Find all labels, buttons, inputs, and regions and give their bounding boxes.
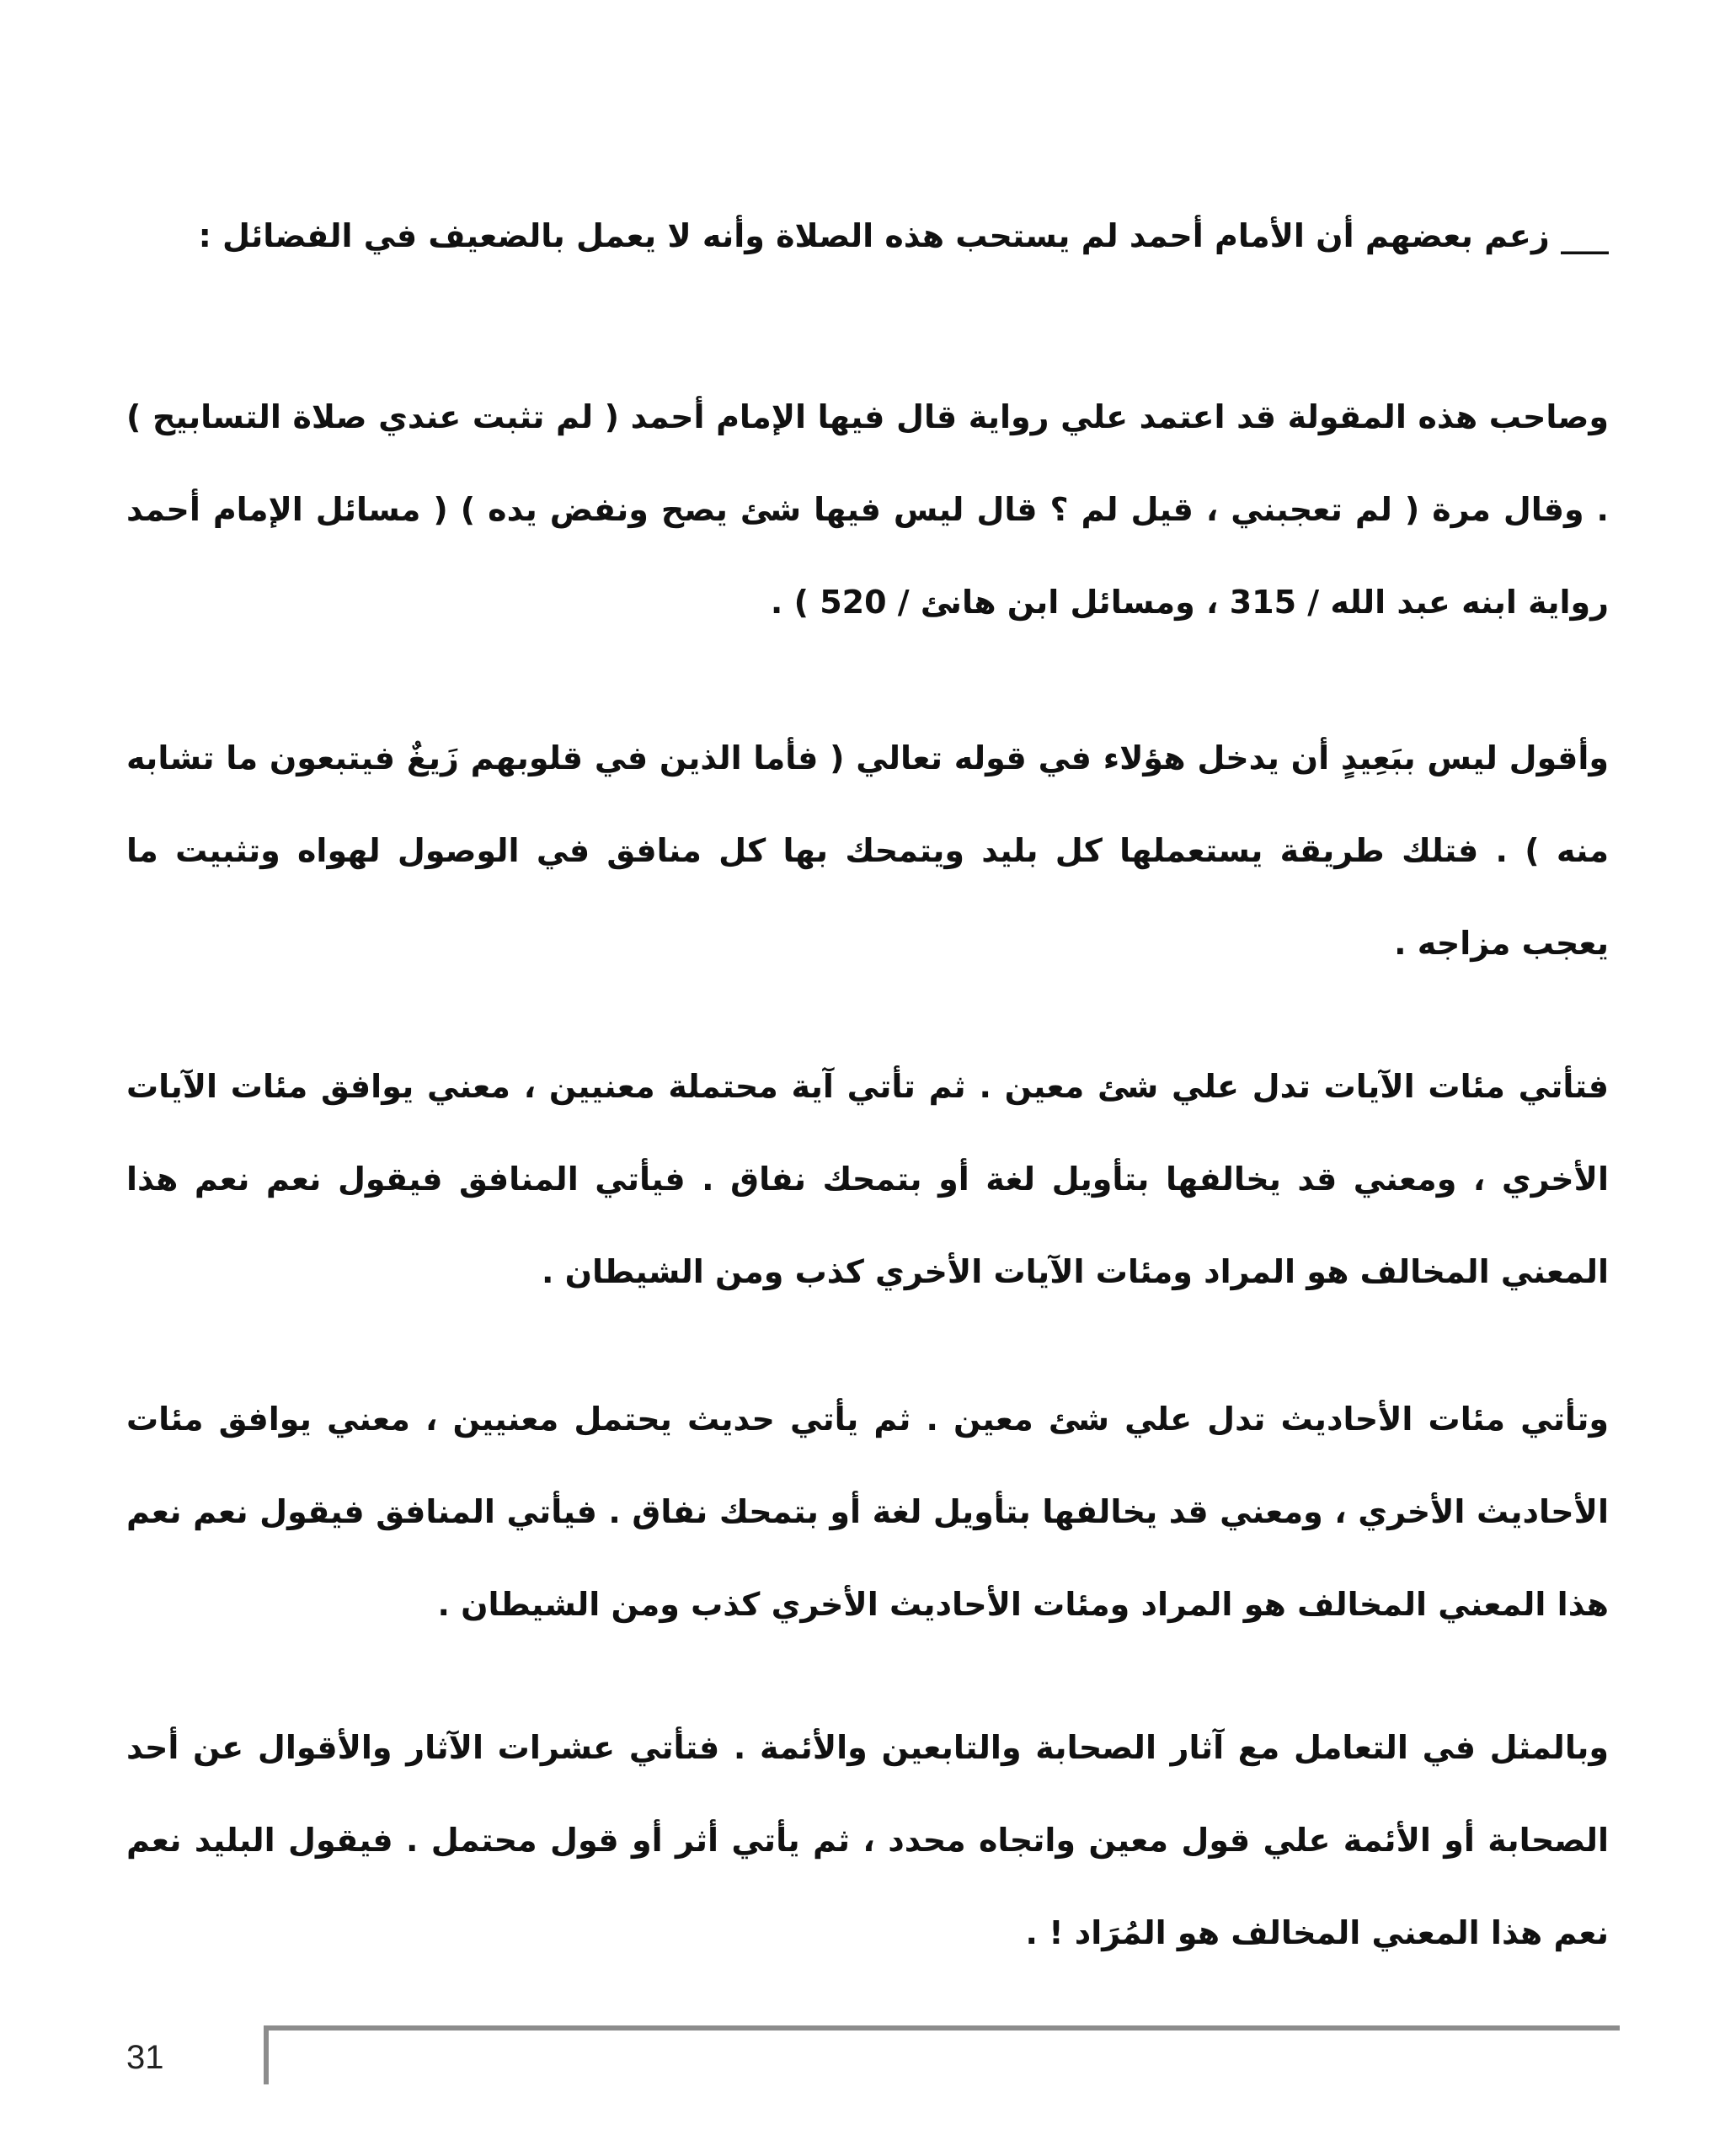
page-number: 31 <box>126 2039 164 2076</box>
section-heading: ___ زعم بعضهم أن الأمام أحمد لم يستحب هذه الصلاة وأنه لا يعمل بالضعيف في الفضائل : <box>198 217 1609 254</box>
paragraph-1: وصاحب هذه المقولة قد اعتمد علي رواية قال فيها الإمام أحمد ( لم تثبت عندي صلاة التسابيح ) . وقال مرة ( لم تعجبني ، قيل لم ؟ قال ليس فيها شئ يصح ونفض يده ) ( مسائل الإمام أحمد رواية ابنه عبد الله / 315 ، ومسائل ابن هانئ / 520 ) . <box>126 398 1609 621</box>
paragraph-4: وتأتي مئات الأحاديث تدل علي شئ معين . ثم يأتي حديث يحتمل معنيين ، معني يوافق مئات الأحاديث الأخري ، ومعني قد يخالفها بتأويل لغة أو بتمحك نفاق . فيأتي المنافق فيقول نعم نعم هذا المعني المخالف هو المراد ومئات الأحاديث الأخري كذب ومن الشيطان . <box>126 1401 1609 1623</box>
paragraph-3: فتأتي مئات الآيات تدل علي شئ معين . ثم تأتي آية محتملة معنيين ، معني يوافق مئات الآيات الأخري ، ومعني قد يخالفها بتأويل لغة أو بتمحك نفاق . فيأتي المنافق فيقول نعم نعم هذا المعني المخالف هو المراد ومئات الآيات الأخري كذب ومن الشيطان . <box>126 1068 1609 1290</box>
paragraph-2: وأقول ليس ببَعِيدٍ أن يدخل هؤلاء في قوله تعالي ( فأما الذين في قلوبهم زَيغٌ فيتبعون ما تشابه منه ) . فتلك طريقة يستعملها كل بليد ويتمحك بها كل منافق في الوصول لهواه وتثبيت ما يعجب مزاجه . <box>126 739 1609 962</box>
paragraph-5: وبالمثل في التعامل مع آثار الصحابة والتابعين والأئمة . فتأتي عشرات الآثار والأقوال عن أحد الصحابة أو الأئمة علي قول معين واتجاه محدد ، ثم يأتي أثر أو قول محتمل . فيقول البليد نعم نعم هذا المعني المخالف هو المُرَاد ! . <box>126 1729 1609 1951</box>
footer-rule <box>264 2025 1620 2031</box>
footer-divider <box>264 2025 269 2084</box>
